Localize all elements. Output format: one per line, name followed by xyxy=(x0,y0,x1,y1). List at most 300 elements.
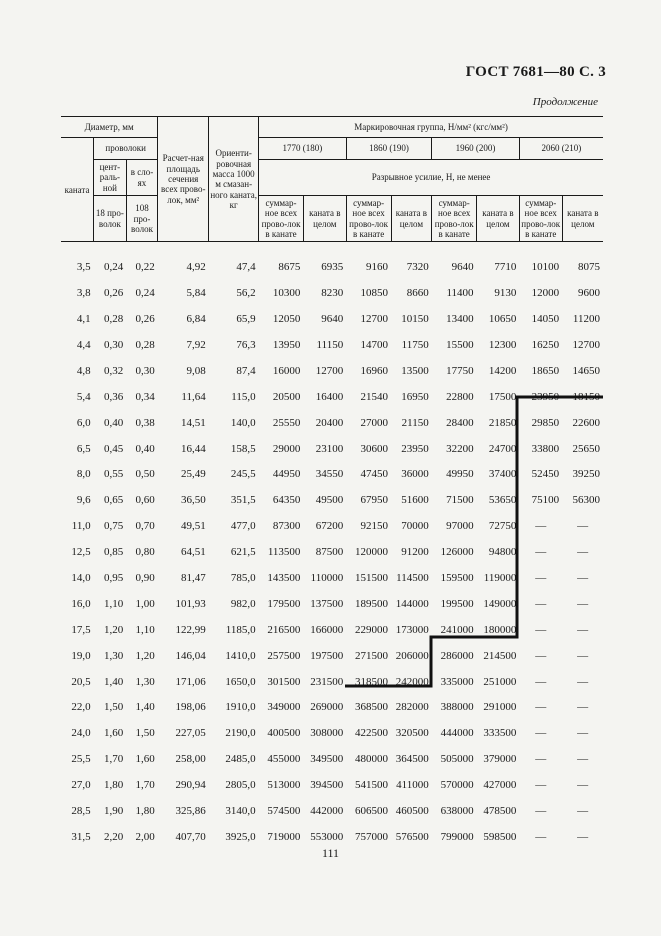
force-2060-sum-cell: — xyxy=(535,597,547,610)
force-1960-sum-cell: 286000 xyxy=(440,649,474,662)
force-1960-sum-cell: 199500 xyxy=(440,597,474,610)
mass-cell: 47,4 xyxy=(236,261,256,274)
center-wire-cell: 1,20 xyxy=(103,623,124,636)
mass-cell: 140,0 xyxy=(230,416,256,429)
center-wire-cell: 0,65 xyxy=(103,494,124,507)
force-2060-rope-cell: 12700 xyxy=(572,339,600,352)
layer-wire-cell: 0,90 xyxy=(135,572,155,585)
layer-wire-cell: 0,26 xyxy=(135,313,155,326)
mass-cell: 245,5 xyxy=(230,468,256,481)
layer-wire-cell: 0,24 xyxy=(135,287,155,300)
mass-cell: 2485,0 xyxy=(225,753,256,766)
force-1860-rope-cell: 460500 xyxy=(395,805,429,818)
force-1860-rope-cell: 23950 xyxy=(401,442,429,455)
force-1960-rope-cell: 251000 xyxy=(483,675,517,688)
center-wire-cell: 1,50 xyxy=(103,701,124,714)
force-1770-sum-cell: 29000 xyxy=(272,442,301,455)
force-2060-rope-cell: 9600 xyxy=(578,287,600,300)
force-1960-rope-cell: 94800 xyxy=(488,546,517,559)
layer-wire-cell: 0,34 xyxy=(135,390,155,403)
force-1860-rope-cell: 144000 xyxy=(395,597,429,610)
force-2060-rope-cell: — xyxy=(577,727,589,740)
layer-wire-cell: 1,60 xyxy=(135,753,155,766)
force-1860-sum-cell: 480000 xyxy=(355,753,389,766)
area-cell: 36,50 xyxy=(180,494,206,507)
area-cell: 49,51 xyxy=(180,520,206,533)
force-1770-rope-cell: 16400 xyxy=(315,390,344,403)
area-cell: 7,92 xyxy=(186,339,206,352)
sum-wires-header: суммар-ное всех прово-лок в канате xyxy=(432,196,477,242)
force-1770-rope-cell: 553000 xyxy=(310,830,344,843)
force-1860-sum-cell: 757000 xyxy=(355,830,389,843)
force-1860-rope-cell: 16950 xyxy=(401,390,429,403)
area-cell: 407,70 xyxy=(175,830,206,843)
force-1960-rope-cell: 9130 xyxy=(494,287,517,300)
force-1860-rope-cell: 8660 xyxy=(406,287,429,300)
force-1770-sum-cell: 8675 xyxy=(278,261,301,274)
central-wire-header: цент-раль-ной xyxy=(94,160,127,196)
force-2060-rope-cell: — xyxy=(577,701,589,714)
force-1770-sum-cell: 143500 xyxy=(267,572,301,585)
force-1960-sum-cell: 13400 xyxy=(446,313,474,326)
force-2060-rope-cell: — xyxy=(577,830,589,843)
rope-diameter-cell: 3,5 xyxy=(76,261,91,274)
center-wire-cell: 0,28 xyxy=(103,313,124,326)
center-wire-cell: 1,40 xyxy=(103,675,124,688)
center-wire-cell: 0,95 xyxy=(103,572,124,585)
force-2060-rope-cell: — xyxy=(577,805,589,818)
rope-diameter-cell: 12,5 xyxy=(71,546,91,559)
force-2060-rope-cell: — xyxy=(577,649,589,662)
rope-diameter-cell: 25,5 xyxy=(71,753,91,766)
force-1960-rope-cell: 119000 xyxy=(483,572,517,585)
center-wire-cell: 2,20 xyxy=(103,830,124,843)
layer-wire-cell: 0,38 xyxy=(135,416,155,429)
force-1860-sum-cell: 229000 xyxy=(355,623,389,636)
force-1860-rope-cell: 411000 xyxy=(396,779,429,792)
force-1770-rope-cell: 137500 xyxy=(310,597,344,610)
force-1960-rope-cell: 149000 xyxy=(483,597,517,610)
center-wire-cell: 0,75 xyxy=(103,520,124,533)
force-2060-rope-cell: — xyxy=(577,597,589,610)
force-1960-rope-cell: 37400 xyxy=(488,468,517,481)
area-cell: 5,84 xyxy=(186,287,206,300)
center-wire-cell: 0,32 xyxy=(103,364,124,377)
force-1860-rope-cell: 242000 xyxy=(395,675,429,688)
rope-diameter-cell: 31,5 xyxy=(71,830,91,843)
force-1770-rope-cell: 110000 xyxy=(310,572,344,585)
force-1960-sum-cell: 32200 xyxy=(446,442,474,455)
area-cell: 101,93 xyxy=(175,597,206,610)
force-2060-rope-cell: 22600 xyxy=(572,416,600,429)
force-1960-sum-cell: 97000 xyxy=(446,520,474,533)
force-1860-rope-cell: 576500 xyxy=(395,830,429,843)
force-1960-sum-cell: 11400 xyxy=(446,287,474,300)
area-cell: 4,92 xyxy=(186,261,206,274)
page-number: 111 xyxy=(321,846,340,860)
force-1860-sum-cell: 189500 xyxy=(355,597,389,610)
force-1960-sum-cell: 159500 xyxy=(440,572,474,585)
force-1770-sum-cell: 20500 xyxy=(272,390,301,403)
force-1770-sum-cell: 44950 xyxy=(272,468,301,481)
force-1770-sum-cell: 10300 xyxy=(272,287,301,300)
wire-count-108-header: 108 про-волок xyxy=(126,196,158,242)
area-cell: 227,05 xyxy=(175,727,206,740)
rope-diameter-cell: 24,0 xyxy=(71,727,91,740)
center-wire-cell: 0,24 xyxy=(103,261,124,274)
force-1860-sum-cell: 16960 xyxy=(360,364,389,377)
rope-diameter-cell: 27,0 xyxy=(71,779,91,792)
force-1770-sum-cell: 400500 xyxy=(267,727,301,740)
force-1770-rope-cell: 49500 xyxy=(315,494,344,507)
force-2060-sum-cell: — xyxy=(535,830,547,843)
area-cell: 258,00 xyxy=(175,753,206,766)
force-1770-sum-cell: 179500 xyxy=(267,597,301,610)
force-1770-rope-cell: 9640 xyxy=(321,313,344,326)
force-1860-rope-cell: 70000 xyxy=(401,520,429,533)
force-1960-sum-cell: 22800 xyxy=(446,390,474,403)
mass-cell: 2190,0 xyxy=(225,727,256,740)
mass-cell: 1650,0 xyxy=(225,675,256,688)
rope-diameter-cell: 16,0 xyxy=(71,597,91,610)
area-cell: 11,64 xyxy=(181,390,206,403)
rope-diameter-cell: 19,0 xyxy=(71,649,91,662)
layer-wire-header: в сло-ях xyxy=(126,160,158,196)
grade-1770-header: 1770 (180) xyxy=(259,138,347,160)
center-wire-cell: 0,45 xyxy=(103,442,124,455)
center-wire-cell: 0,55 xyxy=(103,468,124,481)
mass-cell: 115,0 xyxy=(231,390,256,403)
force-1860-rope-cell: 21150 xyxy=(401,416,429,429)
force-1860-rope-cell: 10150 xyxy=(401,313,429,326)
continuation-label: Продолжение xyxy=(532,96,598,108)
force-2060-rope-cell: 11200 xyxy=(572,313,600,326)
force-1960-sum-cell: 505000 xyxy=(440,753,474,766)
force-2060-sum-cell: 18650 xyxy=(531,364,560,377)
center-wire-cell: 1,70 xyxy=(103,753,124,766)
force-1960-sum-cell: 9640 xyxy=(451,261,474,274)
force-1860-sum-cell: 14700 xyxy=(360,339,389,352)
layer-wire-cell: 1,40 xyxy=(135,701,155,714)
force-1770-rope-cell: 349500 xyxy=(310,753,344,766)
force-1960-rope-cell: 21850 xyxy=(488,416,517,429)
force-1860-sum-cell: 92150 xyxy=(360,520,389,533)
layer-wire-cell: 0,30 xyxy=(135,364,155,377)
force-1860-sum-cell: 9160 xyxy=(366,261,389,274)
area-cell: 9,08 xyxy=(186,364,206,377)
area-cell: 6,84 xyxy=(186,313,206,326)
center-wire-cell: 0,85 xyxy=(103,546,124,559)
force-2060-sum-cell: — xyxy=(535,649,547,662)
force-2060-rope-cell: — xyxy=(577,753,589,766)
rope-whole-header: каната в целом xyxy=(303,196,346,242)
force-2060-sum-cell: 52450 xyxy=(531,468,560,481)
layer-wire-cell: 1,10 xyxy=(135,623,155,636)
diameter-header: Диаметр, мм xyxy=(61,117,158,138)
force-2060-sum-cell: 29850 xyxy=(531,416,560,429)
mass-cell: 3140,0 xyxy=(225,805,256,818)
force-1860-rope-cell: 91200 xyxy=(401,546,429,559)
force-2060-rope-cell: — xyxy=(577,675,589,688)
force-2060-sum-cell: — xyxy=(535,727,547,740)
force-1860-rope-cell: 114500 xyxy=(396,572,429,585)
force-1770-sum-cell: 13950 xyxy=(272,339,301,352)
force-1770-sum-cell: 574500 xyxy=(267,805,301,818)
center-wire-cell: 1,90 xyxy=(103,805,124,818)
center-wire-cell: 1,10 xyxy=(103,597,124,610)
center-wire-cell: 1,60 xyxy=(103,727,124,740)
center-wire-cell: 0,30 xyxy=(103,339,124,352)
force-1960-rope-cell: 478500 xyxy=(483,805,517,818)
mass-cell: 1410,0 xyxy=(225,649,256,662)
force-1860-sum-cell: 422500 xyxy=(355,727,389,740)
grade-2060-header: 2060 (210) xyxy=(519,138,603,160)
area-cell: 25,49 xyxy=(180,468,206,481)
rope-diameter-cell: 8,0 xyxy=(76,468,91,481)
layer-wire-cell: 1,30 xyxy=(135,675,155,688)
force-1960-rope-cell: 214500 xyxy=(483,649,517,662)
force-1960-sum-cell: 15500 xyxy=(446,339,474,352)
layer-wire-cell: 0,60 xyxy=(135,494,155,507)
force-1960-rope-cell: 427000 xyxy=(483,779,517,792)
area-cell: 290,94 xyxy=(175,779,206,792)
mass-cell: 56,2 xyxy=(236,287,256,300)
rope-diameter-cell: 6,0 xyxy=(76,416,91,429)
force-1860-rope-cell: 282000 xyxy=(395,701,429,714)
area-cell: 14,51 xyxy=(180,416,206,429)
force-2060-sum-cell: 12000 xyxy=(531,287,560,300)
rope-diameter-cell: 28,5 xyxy=(71,805,91,818)
mass-cell: 158,5 xyxy=(230,442,256,455)
force-1770-rope-cell: 8230 xyxy=(321,287,344,300)
rope-diameter-header: каната xyxy=(61,138,94,242)
force-1860-sum-cell: 12700 xyxy=(360,313,389,326)
force-1770-rope-cell: 34550 xyxy=(315,468,344,481)
layer-wire-cell: 1,50 xyxy=(135,727,155,740)
force-1860-rope-cell: 36000 xyxy=(401,468,429,481)
rope-diameter-cell: 17,5 xyxy=(71,623,91,636)
force-1960-sum-cell: 17750 xyxy=(446,364,474,377)
force-2060-sum-cell: — xyxy=(535,675,547,688)
layer-wire-cell: 1,70 xyxy=(135,779,155,792)
mass-cell: 65,9 xyxy=(236,313,256,326)
force-1860-rope-cell: 7320 xyxy=(406,261,429,274)
force-2060-sum-cell: — xyxy=(535,701,547,714)
force-2060-sum-cell: — xyxy=(535,572,547,585)
force-1960-sum-cell: 335000 xyxy=(440,675,474,688)
force-1960-sum-cell: 241000 xyxy=(440,623,474,636)
layer-wire-cell: 0,22 xyxy=(135,261,155,274)
force-1860-sum-cell: 120000 xyxy=(355,546,389,559)
rope-diameter-cell: 4,4 xyxy=(76,339,91,352)
layer-wire-cell: 2,00 xyxy=(135,830,155,843)
wire-count-18-header: 18 про-волок xyxy=(94,196,127,242)
force-1860-sum-cell: 27000 xyxy=(360,416,389,429)
center-wire-cell: 0,26 xyxy=(103,287,124,300)
wire-header: проволоки xyxy=(94,138,158,160)
rope-whole-header: каната в целом xyxy=(477,196,520,242)
force-2060-rope-cell: 25650 xyxy=(572,442,600,455)
force-2060-sum-cell: 14050 xyxy=(531,313,560,326)
force-1860-sum-cell: 541500 xyxy=(355,779,389,792)
mass-cell: 477,0 xyxy=(230,520,256,533)
force-1960-sum-cell: 570000 xyxy=(440,779,474,792)
layer-wire-cell: 1,20 xyxy=(135,649,155,662)
force-1860-sum-cell: 271500 xyxy=(355,649,389,662)
area-cell: 16,44 xyxy=(180,442,206,455)
force-1860-rope-cell: 11750 xyxy=(401,339,429,352)
layer-wire-cell: 0,80 xyxy=(135,546,155,559)
force-1770-sum-cell: 455000 xyxy=(267,753,301,766)
force-1860-rope-cell: 320500 xyxy=(395,727,429,740)
force-1960-sum-cell: 388000 xyxy=(440,701,474,714)
force-1770-rope-cell: 442000 xyxy=(310,805,344,818)
layer-wire-cell: 1,00 xyxy=(135,597,155,610)
force-1960-rope-cell: 291000 xyxy=(483,701,517,714)
force-2060-sum-cell: 10100 xyxy=(531,261,560,274)
force-1860-rope-cell: 13500 xyxy=(401,364,429,377)
area-header: Расчет-ная площадь сечения всех прово-лок, мм² xyxy=(158,117,209,242)
area-cell: 325,86 xyxy=(175,805,206,818)
force-1860-rope-cell: 364500 xyxy=(395,753,429,766)
force-1770-rope-cell: 67200 xyxy=(315,520,344,533)
mass-cell: 982,0 xyxy=(230,597,256,610)
force-1960-sum-cell: 126000 xyxy=(440,546,474,559)
force-1770-sum-cell: 257500 xyxy=(267,649,301,662)
rope-diameter-cell: 20,5 xyxy=(71,675,91,688)
rope-diameter-cell: 22,0 xyxy=(71,701,91,714)
force-2060-sum-cell: — xyxy=(535,546,547,559)
mass-cell: 87,4 xyxy=(236,364,256,377)
area-cell: 171,06 xyxy=(175,675,206,688)
rope-whole-header: каната в целом xyxy=(391,196,432,242)
force-2060-sum-cell: — xyxy=(535,779,547,792)
force-1770-sum-cell: 216500 xyxy=(267,623,301,636)
document-header: ГОСТ 7681—80 С. 3 xyxy=(465,64,606,80)
force-1770-sum-cell: 87300 xyxy=(272,520,301,533)
force-1960-rope-cell: 598500 xyxy=(483,830,517,843)
force-1770-sum-cell: 113500 xyxy=(267,546,301,559)
force-2060-rope-cell: 56300 xyxy=(572,494,600,507)
force-1960-sum-cell: 799000 xyxy=(440,830,474,843)
force-1860-rope-cell: 51600 xyxy=(401,494,429,507)
layer-wire-cell: 0,40 xyxy=(135,442,155,455)
center-wire-cell: 1,80 xyxy=(103,779,124,792)
force-1860-rope-cell: 173000 xyxy=(395,623,429,636)
rope-diameter-cell: 6,5 xyxy=(76,442,91,455)
force-2060-sum-cell: 16250 xyxy=(531,339,560,352)
force-1960-rope-cell: 333500 xyxy=(483,727,517,740)
force-1770-rope-cell: 197500 xyxy=(310,649,344,662)
force-1770-sum-cell: 349000 xyxy=(267,701,301,714)
force-1770-rope-cell: 11150 xyxy=(316,339,344,352)
force-2060-rope-cell: — xyxy=(577,623,589,636)
force-1860-sum-cell: 318500 xyxy=(355,675,389,688)
mass-cell: 621,5 xyxy=(230,546,256,559)
sum-wires-header: суммар-ное всех прово-лок в канате xyxy=(259,196,304,242)
force-2060-sum-cell: — xyxy=(535,753,547,766)
force-1960-rope-cell: 10650 xyxy=(488,313,517,326)
force-2060-sum-cell: — xyxy=(535,520,547,533)
force-1960-rope-cell: 180000 xyxy=(483,623,517,636)
force-1770-rope-cell: 20400 xyxy=(315,416,344,429)
force-1770-sum-cell: 25550 xyxy=(272,416,301,429)
sum-wires-header: суммар-ное всех прово-лок в канате xyxy=(519,196,562,242)
force-1770-rope-cell: 308000 xyxy=(310,727,344,740)
center-wire-cell: 1,30 xyxy=(103,649,124,662)
force-2060-rope-cell: — xyxy=(577,546,589,559)
force-1770-sum-cell: 719000 xyxy=(267,830,301,843)
rope-diameter-cell: 14,0 xyxy=(71,572,91,585)
area-cell: 81,47 xyxy=(180,572,206,585)
force-1960-sum-cell: 28400 xyxy=(446,416,474,429)
area-cell: 122,99 xyxy=(175,623,206,636)
mass-cell: 1185,0 xyxy=(225,623,256,636)
force-1860-sum-cell: 606500 xyxy=(355,805,389,818)
mass-cell: 785,0 xyxy=(230,572,256,585)
force-1960-sum-cell: 49950 xyxy=(446,468,474,481)
mass-cell: 1910,0 xyxy=(225,701,256,714)
force-1960-rope-cell: 24700 xyxy=(488,442,517,455)
mass-header: Ориенти-ровочная масса 1000 м смазан-ного каната, кг xyxy=(209,117,259,242)
force-1960-rope-cell: 14200 xyxy=(488,364,517,377)
force-2060-rope-cell: 18150 xyxy=(572,390,600,403)
rope-diameter-cell: 9,6 xyxy=(76,494,91,507)
force-1770-rope-cell: 87500 xyxy=(315,546,344,559)
force-2060-sum-cell: — xyxy=(535,623,547,636)
force-1770-rope-cell: 6935 xyxy=(321,261,344,274)
sum-wires-header: суммар-ное всех прово-лок в канате xyxy=(346,196,391,242)
force-2060-rope-cell: 8075 xyxy=(578,261,600,274)
force-1960-sum-cell: 71500 xyxy=(446,494,474,507)
layer-wire-cell: 0,70 xyxy=(135,520,155,533)
force-1770-rope-cell: 231500 xyxy=(310,675,344,688)
force-1960-rope-cell: 53650 xyxy=(488,494,517,507)
rope-diameter-cell: 11,0 xyxy=(71,520,91,533)
force-1770-sum-cell: 64350 xyxy=(272,494,301,507)
force-1860-sum-cell: 10850 xyxy=(360,287,389,300)
area-cell: 64,51 xyxy=(180,546,206,559)
force-1770-rope-cell: 12700 xyxy=(315,364,344,377)
force-1770-rope-cell: 269000 xyxy=(310,701,344,714)
force-1860-sum-cell: 30600 xyxy=(360,442,389,455)
force-1860-sum-cell: 151500 xyxy=(355,572,389,585)
force-2060-rope-cell: 39250 xyxy=(572,468,600,481)
center-wire-cell: 0,40 xyxy=(103,416,124,429)
mass-cell: 2805,0 xyxy=(225,779,256,792)
force-1960-rope-cell: 12300 xyxy=(488,339,517,352)
rope-diameter-cell: 3,8 xyxy=(76,287,91,300)
force-1960-rope-cell: 379000 xyxy=(483,753,517,766)
center-wire-cell: 0,36 xyxy=(103,390,124,403)
force-2060-rope-cell: 14650 xyxy=(572,364,600,377)
force-2060-sum-cell: 75100 xyxy=(531,494,560,507)
force-1770-rope-cell: 166000 xyxy=(310,623,344,636)
breaking-force-header: Разрывное усилие, Н, не менее xyxy=(259,160,603,196)
force-2060-rope-cell: — xyxy=(577,572,589,585)
force-1860-rope-cell: 206000 xyxy=(395,649,429,662)
force-1770-rope-cell: 23100 xyxy=(315,442,344,455)
rope-diameter-cell: 4,8 xyxy=(76,364,91,377)
layer-wire-cell: 0,50 xyxy=(135,468,155,481)
force-2060-rope-cell: — xyxy=(577,779,589,792)
mass-cell: 3925,0 xyxy=(225,830,256,843)
force-1770-rope-cell: 394500 xyxy=(310,779,344,792)
force-1860-sum-cell: 368500 xyxy=(355,701,389,714)
layer-wire-cell: 1,80 xyxy=(135,805,155,818)
force-1960-sum-cell: 444000 xyxy=(440,727,474,740)
force-1860-sum-cell: 67950 xyxy=(360,494,389,507)
